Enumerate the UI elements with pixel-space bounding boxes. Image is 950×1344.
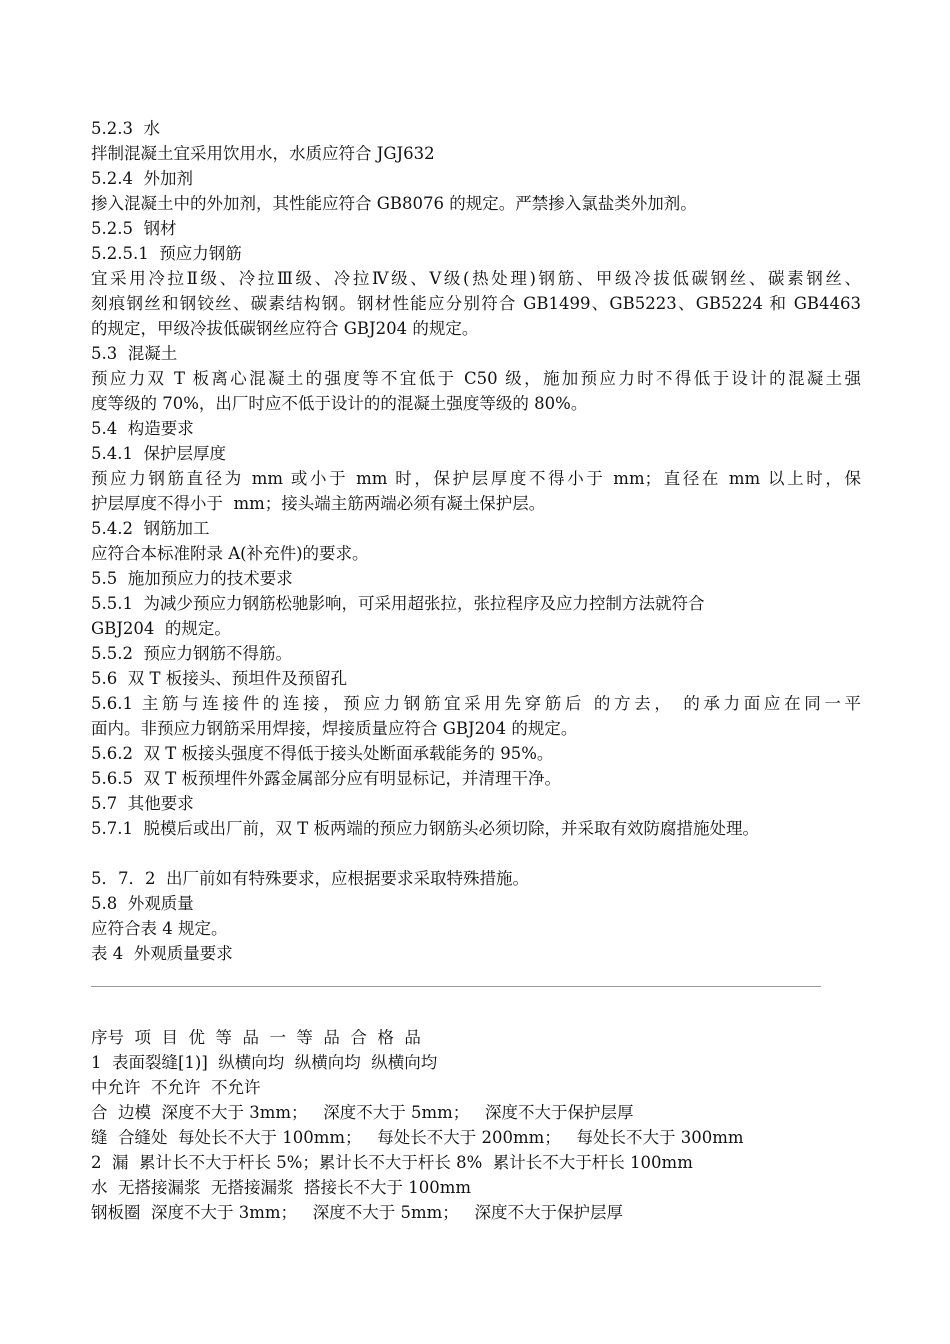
heading-5-8: 5.8 外观质量 [91, 894, 194, 913]
heading-5-3: 5.3 混凝土 [91, 344, 178, 363]
heading-5-2-5-1: 5.2.5.1 预应力钢筋 [91, 244, 242, 263]
paragraph-cover-line-2: 护层厚度不得小于 mm；接头端主筋两端必须有凝土保护层。 [91, 494, 546, 513]
heading-5-4-1: 5.4.1 保护层厚度 [91, 444, 226, 463]
heading-5-5: 5.5 施加预应力的技术要求 [91, 569, 293, 588]
heading-5-7: 5.7 其他要求 [91, 794, 194, 813]
paragraph-5-6-1-line-1: 5.6.1 主筋与连接件的连接，预应力钢筋宜采用先穿筋后 的方去， 的承力面应在同一平 [91, 694, 861, 713]
paragraph-5-6-2: 5.6.2 双 T 板接头强度不得低于接头处断面承载能务的 95%。 [91, 744, 554, 763]
paragraph-table-reference: 应符合表 4 规定。 [91, 919, 228, 938]
heading-5-2-5: 5.2.5 钢材 [91, 219, 177, 238]
blank-line [91, 841, 861, 866]
paragraph-rebar-processing: 应符合本标准附录 A(补充件)的要求。 [91, 544, 369, 563]
table-row: 中允许 不允许 不允许 [91, 1078, 261, 1097]
table-row: 2 漏 累计长不大于杆长 5%；累计长不大于杆长 8% 累计长不大于杆长 100mm [91, 1153, 693, 1172]
paragraph-steel-line-2: 刻痕钢丝和钢铰丝、碳素结构钢。钢材性能应分别符合 GB1499、GB5223、GB5224 和 GB4463 [91, 294, 861, 313]
paragraph-5-6-1-line-2: 面内。非预应力钢筋采用焊接，焊接质量应符合 GBJ204 的规定。 [91, 719, 578, 738]
table-row: 1 表面裂缝[1)] 纵横向均 纵横向均 纵横向均 [91, 1053, 438, 1072]
document-page [91, 116, 861, 1225]
table-row: 合 边模 深度不大于 3mm； 深度不大于 5mm； 深度不大于保护层厚 [91, 1103, 634, 1122]
table-row: 水 无搭接漏浆 无搭接漏浆 搭接长不大于 100mm [91, 1178, 471, 1197]
paragraph-5-5-1-line-1: 5.5.1 为减少预应力钢筋松驰影响，可采用超张拉，张拉程序及应力控制方法就符合 [91, 594, 705, 613]
heading-5-2-4: 5.2.4 外加剂 [91, 169, 193, 188]
table-caption: 表 4 外观质量要求 [91, 944, 233, 963]
heading-5-2-3: 5.2.3 水 [91, 119, 160, 138]
paragraph-steel-line-3: 的规定，甲级冷拔低碳钢丝应符合 GBJ204 的规定。 [91, 319, 479, 338]
paragraph-5-7-2: 5．7．2 出厂前如有特殊要求，应根据要求采取特殊措施。 [91, 869, 529, 888]
appearance-quality-table [91, 1025, 861, 1225]
heading-5-4: 5.4 构造要求 [91, 419, 194, 438]
paragraph-concrete-line-2: 度等级的 70%，出厂时应不低于设计的的混凝土强度等级的 80%。 [91, 394, 588, 413]
paragraph-concrete-line-1: 预应力双 T 板离心混凝土的强度等不宜低于 C50 级，施加预应力时不得低于设计的混凝土强 [91, 369, 861, 388]
paragraph-cover-line-1: 预应力钢筋直径为 mm 或小于 mm 时，保护层厚度不得小于 mm；直径在 mm 以上时，保 [91, 469, 861, 488]
paragraph-5-5-1-line-2: GBJ204 的规定。 [91, 619, 231, 638]
paragraph-steel-line-1: 宜采用冷拉Ⅱ级、冷拉Ⅲ级、冷拉Ⅳ级、Ⅴ级(热处理)钢筋、甲级冷拔低碳钢丝、碳素钢丝、 [91, 269, 861, 288]
paragraph-water: 拌制混凝土宜采用饮用水，水质应符合 JGJ632 [91, 144, 435, 163]
table-top-rule [91, 986, 821, 987]
paragraph-admixture: 掺入混凝土中的外加剂，其性能应符合 GB8076 的规定。严禁掺入氯盐类外加剂。 [91, 194, 697, 213]
paragraph-5-5-2: 5.5.2 预应力钢筋不得筋。 [91, 644, 292, 663]
table-row: 钢板圈 深度不大于 3mm； 深度不大于 5mm； 深度不大于保护层厚 [91, 1203, 624, 1222]
paragraph-5-6-5: 5.6.5 双 T 板预埋件外露金属部分应有明显标记，并清理干净。 [91, 769, 561, 788]
heading-5-6: 5.6 双 T 板接头、预坦件及预留孔 [91, 669, 348, 688]
paragraph-5-7-1: 5.7.1 脱模后或出厂前，双 T 板两端的预应力钢筋头必须切除，并采取有效防腐措施处理。 [91, 819, 759, 838]
table-header-row: 序号 项 目 优 等 品 一 等 品 合 格 品 [91, 1028, 421, 1047]
table-row: 缝 合缝处 每处长不大于 100mm； 每处长不大于 200mm； 每处长不大于 300mm [91, 1128, 744, 1147]
heading-5-4-2: 5.4.2 钢筋加工 [91, 519, 210, 538]
